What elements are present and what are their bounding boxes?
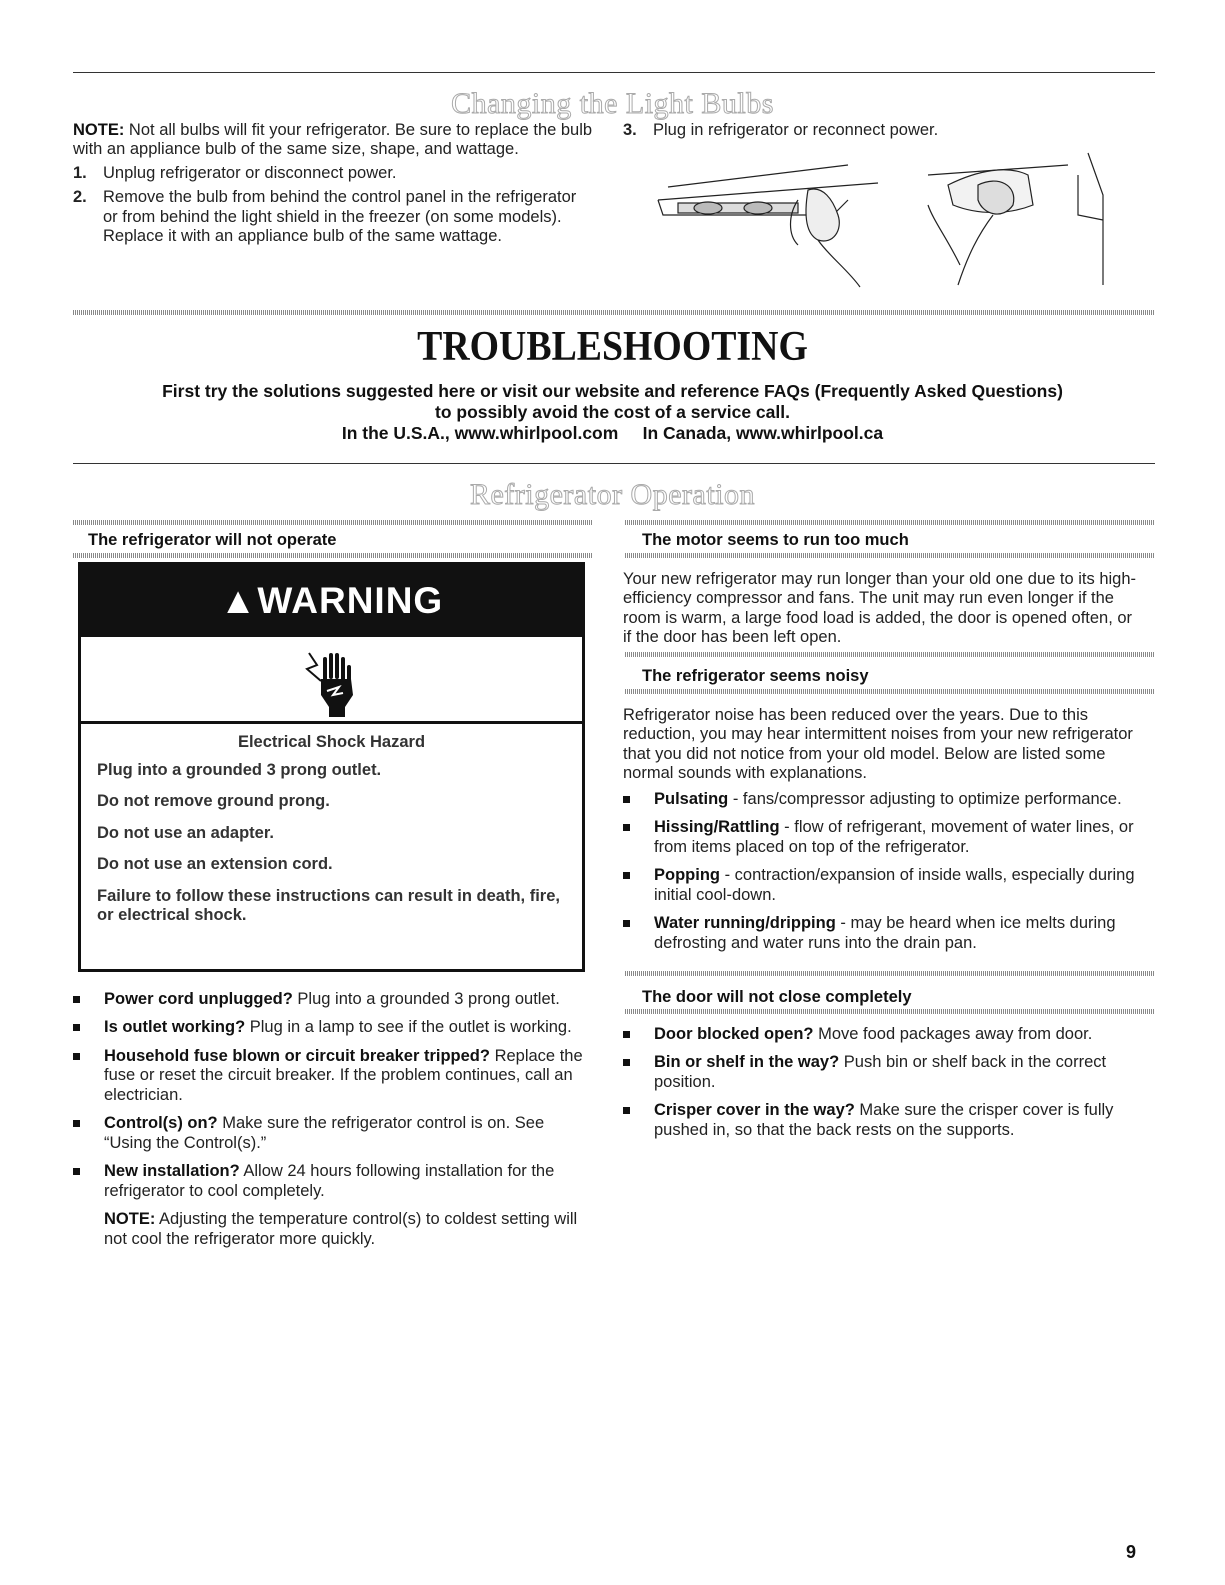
bulbs-right-column [623, 121, 1143, 145]
bulbs-steps [73, 164, 593, 247]
heading-will-not-operate: The refrigerator will not operate [88, 531, 337, 549]
noisy-section: Refrigerator noise has been reduced over the years. Due to this reduction, you may hear intermittent noises from your new refrigerator that you did not notice from your old model. Below are listed some normal sounds with explanations. Pulsating - fans/compressor adjusting to optimize performance. Hissing/Rattling - flow of refrigerant, movement of water lines, or from items placed on top of the refrigerator. Popping - contraction/expansion of inside walls, especially during initial cool-down. Water running/dripping - may be heard when ice melts during defrosting and water runs into the drain pan. [623, 706, 1143, 962]
subhead-rule-bottom [625, 689, 1155, 694]
heading-noisy: The refrigerator seems noisy [642, 667, 869, 685]
subhead-rule-bottom [625, 553, 1155, 558]
warning-triangle-icon: ▲ [219, 580, 258, 621]
list-item: Bin or shelf in the way? Push bin or shelf back in the correct position. [623, 1053, 1143, 1092]
troubleshooting-divider [73, 310, 1155, 315]
bulb-replacement-illustration [648, 145, 1118, 290]
warning-lines: Plug into a grounded 3 prong outlet. Do not remove ground prong. Do not use an adapter. Do not use an extension cord. Failure to follow these instructions can result in death, fire, or electrical shock. [97, 761, 560, 925]
list-item: Popping - contraction/expansion of inside walls, especially during initial cool-down. [623, 866, 1143, 905]
bulbs-left-column [73, 121, 593, 252]
subhead-rule-top [625, 971, 1155, 976]
bulbs-step-2: 2. Remove the bulb from behind the control panel in the refrigerator or from behind the light shield in the freezer (on some models). Replace it with an appliance bulb of the same wattage. [73, 188, 577, 246]
not-operate-list [73, 990, 593, 1253]
troubleshooting-intro: First try the solutions suggested here or visit our website and reference FAQs (Frequently Asked Questions) to possibly avoid the cost of a service call. In the U.S.A., www.whirlpool.com In Canada, www.whirlpool.ca [162, 381, 1063, 443]
warning-box [78, 562, 585, 972]
bulbs-step-1: 1. Unplug refrigerator or disconnect power. [73, 163, 397, 182]
troubleshooting-title: TROUBLESHOOTING [417, 324, 808, 370]
list-item: Water running/dripping - may be heard when ice melts during defrosting and water runs into the drain pan. [623, 914, 1143, 953]
list-item: Control(s) on? Make sure the refrigerator control is on. See “Using the Control(s).” [73, 1114, 593, 1153]
not-operate-note: NOTE: Adjusting the temperature control(s) to coldest setting will not cool the refrigerator more quickly. [104, 1210, 578, 1248]
list-item: Hissing/Rattling - flow of refrigerant, movement of water lines, or from items placed on top of the refrigerator. [623, 818, 1143, 857]
section-title-refrigerator-operation: Refrigerator Operation [469, 478, 756, 511]
motor-text: Your new refrigerator may run longer than your old one due to its high-efficiency compressor and fans. The unit may run even longer if the room is warm, a large food load is added, the door is opened often, or if the door has been left open. [623, 570, 1137, 647]
operation-rule [73, 463, 1155, 464]
list-item: Door blocked open? Move food packages away from door. [623, 1025, 1143, 1044]
list-item: Is outlet working? Plug in a lamp to see if the outlet is working. [73, 1018, 593, 1037]
subhead-rule-bottom [73, 553, 593, 558]
bulbs-note: NOTE: Not all bulbs will fit your refrigerator. Be sure to replace the bulb with an appliance bulb of the same size, shape, and wattage. [73, 121, 593, 159]
subhead-rule-top [625, 652, 1155, 657]
subhead-rule-top [625, 520, 1155, 525]
heading-motor: The motor seems to run too much [642, 531, 909, 549]
list-item: Power cord unplugged? Plug into a grounded 3 prong outlet. [73, 990, 593, 1009]
warning-banner: ▲WARNING [81, 565, 582, 637]
door-list [623, 1025, 1143, 1149]
hazard-title: Electrical Shock Hazard [237, 733, 426, 751]
section-title-light-bulbs: Changing the Light Bulbs [451, 87, 774, 120]
page-number: 9 [1126, 1542, 1137, 1562]
bulbs-step-3: 3. Plug in refrigerator or reconnect power. [623, 121, 939, 139]
list-item: Pulsating - fans/compressor adjusting to optimize performance. [623, 790, 1143, 809]
heading-door: The door will not close completely [642, 988, 912, 1006]
list-item: Household fuse blown or circuit breaker tripped? Replace the fuse or reset the circuit breaker. If the problem continues, call an electrician. [73, 1047, 593, 1105]
list-item: New installation? Allow 24 hours following installation for the refrigerator to cool completely. [73, 1162, 593, 1201]
subhead-rule-top [73, 520, 593, 525]
warning-divider [81, 721, 582, 724]
electric-shock-hand-icon [303, 651, 363, 721]
top-rule [73, 72, 1155, 73]
subhead-rule-bottom [625, 1009, 1155, 1014]
list-item: Crisper cover in the way? Make sure the crisper cover is fully pushed in, so that the back rests on the supports. [623, 1101, 1143, 1140]
